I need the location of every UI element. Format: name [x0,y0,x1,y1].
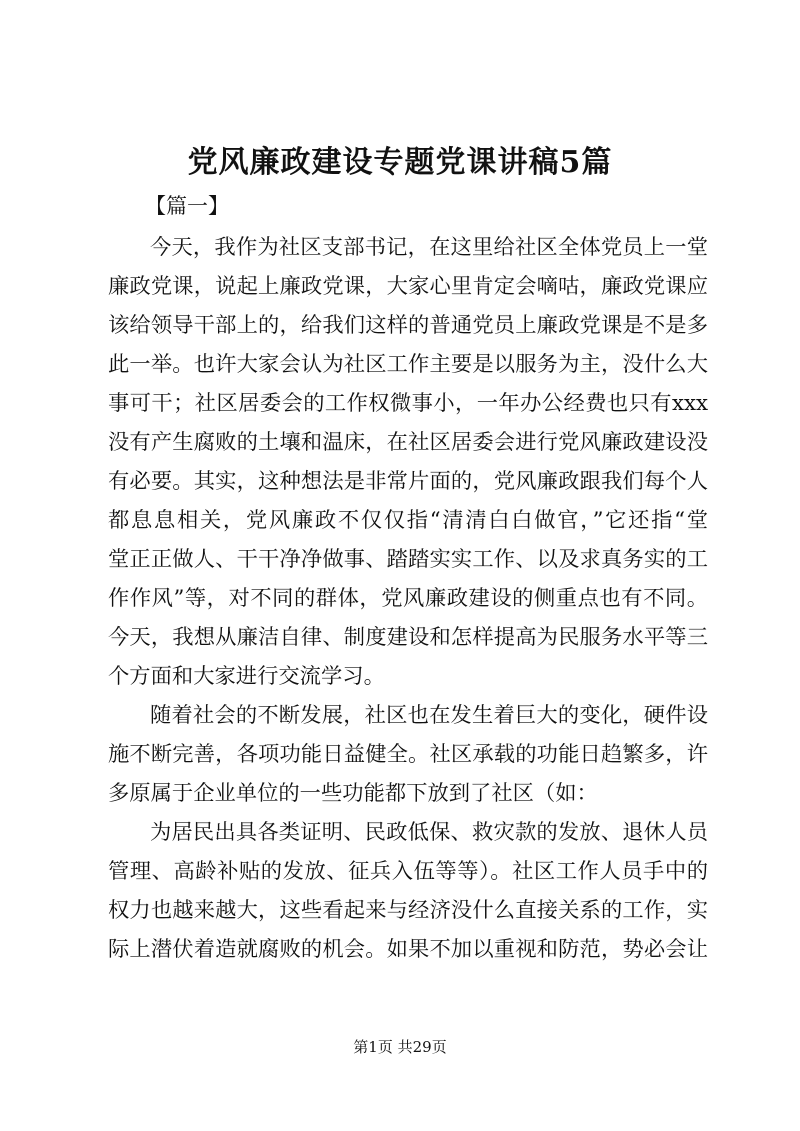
paragraph-line: 际上潜伏着造就腐败的机会。如果不加以重视和防范，势必会让 [108,937,708,962]
paragraph-line: 权力也越来越大，这些看起来与经济没什么直接关系的工作，实 [108,898,708,923]
page-number-footer: 第1页 共29页 [353,1038,447,1056]
section-heading: 【篇一】 [145,194,229,218]
paragraph-line: 该给领导干部上的，给我们这样的普通党员上廉政党课是不是多 [108,313,708,338]
paragraph-line: 随着社会的不断发展，社区也在发生着巨大的变化，硬件设 [150,703,708,728]
document-title: 党风廉政建设专题党课讲稿5篇 [187,145,613,180]
paragraph-line: 事可干；社区居委会的工作权微事小，一年办公经费也只有xxx [108,391,708,416]
paragraph-line: 作作风”等，对不同的群体，党风廉政建设的侧重点也有不同。 [108,586,708,611]
paragraph-line: 廉政党课，说起上廉政党课，大家心里肯定会嘀咕，廉政党课应 [108,274,708,299]
paragraph-line: 施不断完善，各项功能日益健全。社区承载的功能日趋繁多，许 [108,742,708,767]
paragraph-line: 有必要。其实，这种想法是非常片面的，党风廉政跟我们每个人 [108,469,708,494]
paragraph-line: 为居民出具各类证明、民政低保、救灾款的发放、退休人员 [150,820,708,845]
paragraph-line: 今天，我想从廉洁自律、制度建设和怎样提高为民服务水平等三 [108,625,708,650]
paragraph-line: 此一举。也许大家会认为社区工作主要是以服务为主，没什么大 [108,352,708,377]
paragraph-line: 管理、高龄补贴的发放、征兵入伍等等）。社区工作人员手中的 [108,859,708,884]
paragraph-line: 堂正正做人、干干净净做事、踏踏实实工作、以及求真务实的工 [108,547,708,572]
paragraph-line: 多原属于企业单位的一些功能都下放到了社区（如： [108,781,598,806]
paragraph-line: 个方面和大家进行交流学习。 [108,664,385,689]
paragraph-line: 今天，我作为社区支部书记，在这里给社区全体党员上一堂 [150,235,708,260]
paragraph-line: 都息息相关，党风廉政不仅仅指“清清白白做官，”它还指“堂 [108,508,708,533]
paragraph-line: 没有产生腐败的土壤和温床，在社区居委会进行党风廉政建设没 [108,430,708,455]
